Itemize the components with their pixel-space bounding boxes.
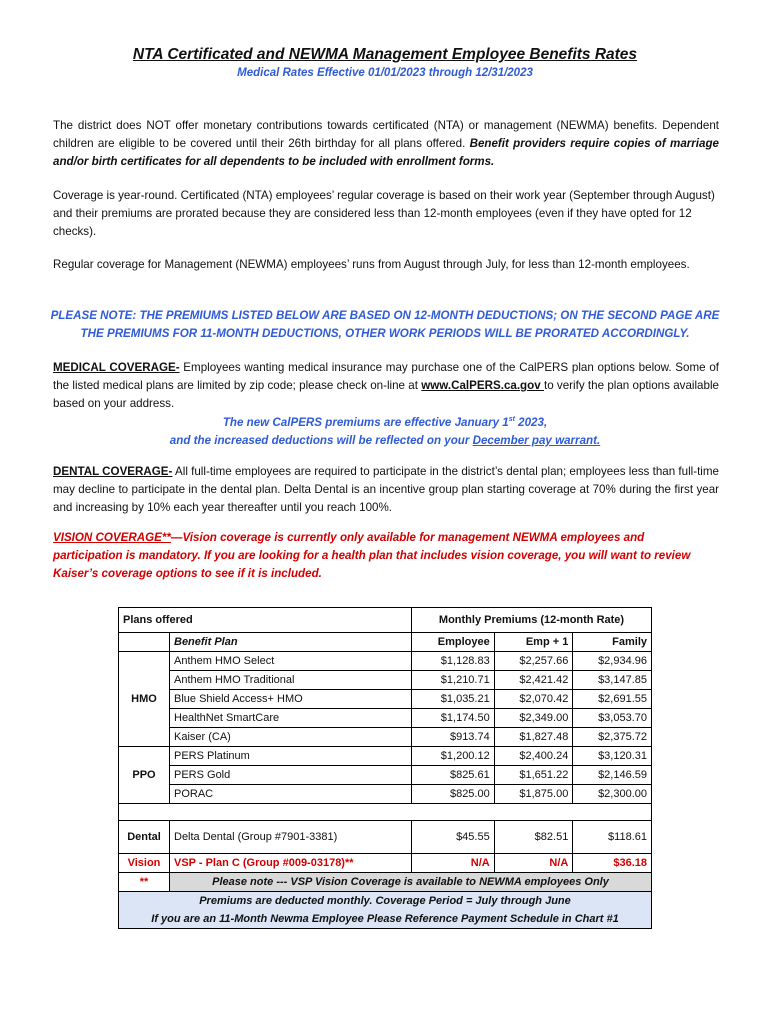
family-rate: $2,934.96 [573,652,652,671]
table-footer [119,892,652,929]
dental-coverage-section [53,463,719,517]
plan-name: Blue Shield Access+ HMO [170,690,412,709]
table-row [119,671,652,690]
intro-emphasis: Benefit providers require copies of marriage and/or birth certificates for all dependents to be included with enrollment forms. [53,137,719,168]
vision-heading: VISION COVERAGE** [53,531,171,544]
table-row [119,785,652,804]
family-rate: $2,146.59 [573,766,652,785]
calpers-effective-note [40,411,730,450]
hmo-label: HMO [119,652,170,747]
calpers-note-line1: The new CalPERS premiums are effective January 1 [222,415,509,429]
table-row [119,854,652,873]
family-rate: $2,375.72 [573,728,652,747]
plan-name: Kaiser (CA) [170,728,412,747]
table-subheader-row [119,633,652,652]
plan-name: PERS Gold [170,766,412,785]
emp1-rate: $1,827.48 [494,728,573,747]
emp1-rate: $2,400.24 [494,747,573,766]
table-row [119,747,652,766]
vsp-note: Please note --- VSP Vision Coverage is available to NEWMA employees Only [170,873,652,892]
premium-rates-table [118,607,652,929]
family-rate: $2,691.55 [573,690,652,709]
calpers-note-line1-end: 2023, [514,415,548,429]
footer-line-2: If you are an 11-Month Newma Employee Please Reference Payment Schedule in Chart #1 [151,913,619,925]
footer-row [119,892,652,929]
emp1-rate: $2,257.66 [494,652,573,671]
type-header-cell [119,633,170,652]
plan-name: Anthem HMO Traditional [170,671,412,690]
table-row [119,728,652,747]
plans-offered-header: Plans offered [119,608,412,633]
spacer-cell [119,804,652,821]
employee-rate: $1,210.71 [412,671,495,690]
medical-coverage-section [53,359,719,413]
emp1-rate: $2,349.00 [494,709,573,728]
emp1-rate: $1,651.22 [494,766,573,785]
table-row [119,766,652,785]
employee-rate: N/A [412,854,495,873]
intro-paragraph-3: Regular coverage for Management (NEWMA) employees’ runs from August through July, for less than 12-month employees. [53,258,690,271]
family-rate: $3,053.70 [573,709,652,728]
premium-basis-note: PLEASE NOTE: THE PREMIUMS LISTED BELOW ARE BASED ON 12-MONTH DEDUCTIONS; ON THE SECOND PAGE ARE THE PREMIUMS FOR 11-MONTH DEDUCTIONS, OTHER WORK PERIODS WILL BE PRORATED ACCORDINGLY. [50,309,720,340]
table-row [119,709,652,728]
emp1-rate: $2,070.42 [494,690,573,709]
emp1-rate: N/A [494,854,573,873]
table-row [119,652,652,671]
dental-heading: DENTAL COVERAGE- [53,465,173,478]
employee-rate: $825.61 [412,766,495,785]
employee-rate: $825.00 [412,785,495,804]
page-title: NTA Certificated and NEWMA Management Employee Benefits Rates [132,46,638,63]
calpers-note-sup: st [508,416,515,423]
family-rate: $36.18 [573,854,652,873]
intro-text: The district does NOT offer monetary contributions towards certificated (NTA) or management (NEWMA) benefits. Dependent children are eligible to be covered until their 26th birthday for all plans offered. [53,119,719,150]
vsp-note-mark: ** [119,873,170,892]
vision-coverage-section [53,529,693,583]
plan-name: PORAC [170,785,412,804]
benefit-plan-header: Benefit Plan [170,633,412,652]
employee-rate: $1,128.83 [412,652,495,671]
monthly-premiums-header: Monthly Premiums (12-month Rate) [412,608,652,633]
medical-text: Employees wanting medical insurance may purchase one of the CalPERS plan options below. Some of the listed medical plans are limited by zip code; please check on-line at [53,361,719,392]
plan-name: PERS Platinum [170,747,412,766]
footer-line-1: Premiums are deducted monthly. Coverage Period = July through June [199,895,571,907]
employee-rate: $1,200.12 [412,747,495,766]
family-rate: $3,147.85 [573,671,652,690]
dental-label: Dental [119,821,170,854]
family-rate: $2,300.00 [573,785,652,804]
calpers-link[interactable]: www.CalPERS.ca.gov [421,379,544,392]
spacer-row [119,804,652,821]
page-subtitle: Medical Rates Effective 01/01/2023 through 12/31/2023 [237,67,533,79]
medical-heading: MEDICAL COVERAGE- [53,361,180,374]
vsp-note-row [119,873,652,892]
plan-name: Anthem HMO Select [170,652,412,671]
plan-name: HealthNet SmartCare [170,709,412,728]
emp1-rate: $1,875.00 [494,785,573,804]
emp1-rate: $82.51 [494,821,573,854]
family-header: Family [573,633,652,652]
intro-paragraph-2: Coverage is year-round. Certificated (NTA) employees’ regular coverage is based on their work year (September through August) and their premiums are prorated because they are considered less than 12-month employees (even if they have opted for 12 checks). [53,189,715,238]
table-row [119,690,652,709]
vision-label: Vision [119,854,170,873]
employee-header: Employee [412,633,495,652]
plan-name: Delta Dental (Group #7901-3381) [170,821,412,854]
employee-rate: $913.74 [412,728,495,747]
medical-text-end: to verify the plan options available based on your address. [53,379,719,410]
family-rate: $118.61 [573,821,652,854]
calpers-note-line2: and the increased deductions will be reflected on your [169,433,473,447]
plan-name: VSP - Plan C (Group #009-03178)** [170,854,412,873]
table-header-row [119,608,652,633]
emp1-rate: $2,421.42 [494,671,573,690]
pay-warrant-link: December pay warrant. [472,433,601,447]
employee-rate: $1,035.21 [412,690,495,709]
dental-text: All full-time employees are required to participate in the district’s dental plan; employees less than full-time may decline to participate in the dental plan. Delta Dental is an incentive group plan starting coverage at 70% during the first year and increasing by 10% each year thereafter until you reach 100%. [53,465,719,514]
vision-text: —Vision coverage is currently only available for management NEWMA employees and participation is mandatory. If you are looking for a health plan that includes vision coverage, you will want to review Kaiser’s coverage options to see if it is included. [53,531,691,580]
ppo-label: PPO [119,747,170,804]
emp1-header: Emp + 1 [494,633,573,652]
employee-rate: $1,174.50 [412,709,495,728]
employee-rate: $45.55 [412,821,495,854]
intro-paragraph-1 [53,117,719,171]
family-rate: $3,120.31 [573,747,652,766]
table-row [119,821,652,854]
